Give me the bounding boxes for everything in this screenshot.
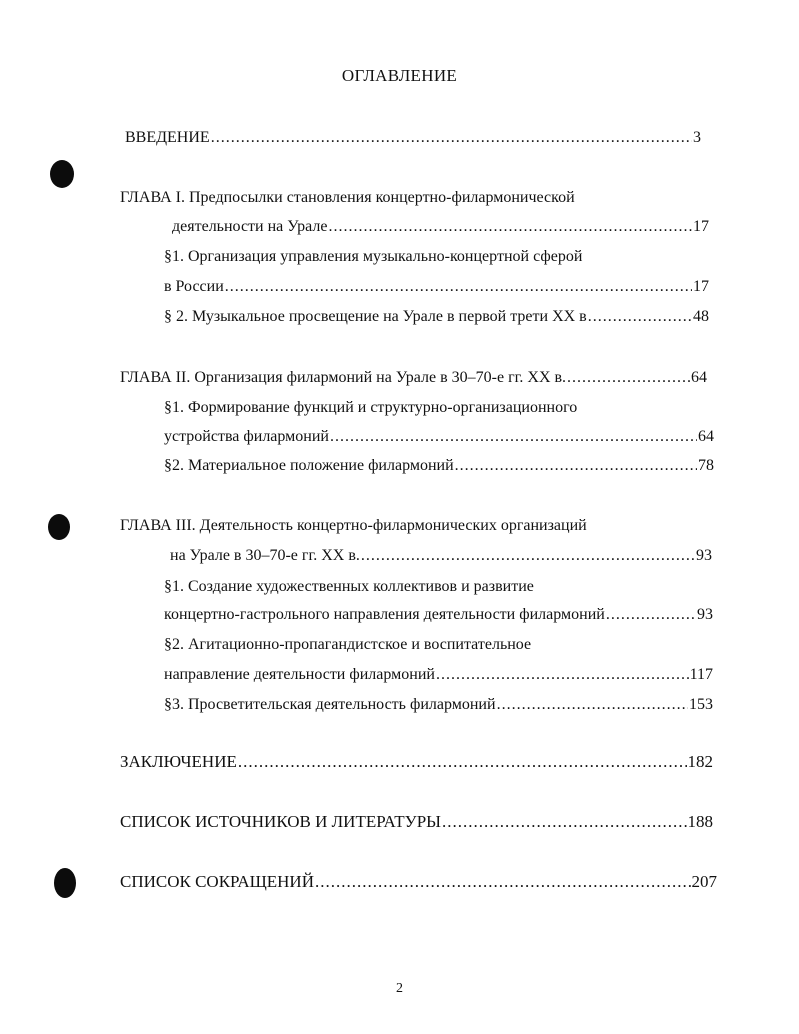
toc-label: на Урале в 30–70-е гг. XX в. xyxy=(170,547,360,564)
toc-entry-chapter-3 xyxy=(170,546,712,566)
toc-page: 64 xyxy=(698,428,714,445)
toc-page: 64 xyxy=(691,369,707,386)
toc-leader xyxy=(588,307,692,327)
toc-page: 117 xyxy=(689,666,713,683)
page-title: ОГЛАВЛЕНИЕ xyxy=(341,66,458,85)
toc-page: 182 xyxy=(687,752,713,771)
toc-entry-intro xyxy=(125,128,701,148)
toc-entry-abbreviations xyxy=(120,872,717,892)
punch-hole-mark xyxy=(48,514,70,540)
toc-page: 153 xyxy=(689,696,713,713)
toc-page: 207 xyxy=(691,872,717,891)
punch-hole-mark xyxy=(50,160,74,188)
page-number: 2 xyxy=(396,981,403,996)
toc-leader xyxy=(497,695,688,715)
toc-label: деятельности на Урале xyxy=(172,218,328,235)
toc-chapter-1-line1: ГЛАВА I. Предпосылки становления концертно-филармонической xyxy=(120,189,575,206)
toc-leader xyxy=(238,752,687,772)
toc-leader xyxy=(361,546,695,566)
toc-entry-chapter-2 xyxy=(120,368,707,388)
toc-label: концертно-гастрольного направления деятельности филармоний xyxy=(164,606,605,623)
toc-page: 93 xyxy=(697,606,713,623)
toc-label: § 2. Музыкальное просвещение на Урале в первой трети XX в xyxy=(164,308,587,325)
toc-entry-conclusion xyxy=(120,752,713,772)
toc-label: СПИСОК ИСТОЧНИКОВ И ЛИТЕРАТУРЫ xyxy=(120,812,441,831)
toc-leader xyxy=(436,665,689,685)
toc-label: ВВЕДЕНИЕ xyxy=(125,129,210,146)
toc-entry-section-1-2 xyxy=(164,307,709,327)
toc-entry-section-1-1 xyxy=(164,277,709,297)
toc-section-3-2-line1: §2. Агитационно-пропагандистское и воспитательное xyxy=(164,636,532,653)
toc-page: 17 xyxy=(693,218,709,235)
toc-entry-sources xyxy=(120,812,713,832)
toc-page: 3 xyxy=(693,129,701,146)
toc-label: ГЛАВА II. Организация филармоний на Урале в 30–70-е гг. XX в. xyxy=(120,369,567,386)
toc-entry-section-3-1 xyxy=(164,605,713,625)
toc-entry-section-2-1 xyxy=(164,427,714,447)
toc-entry-section-3-3 xyxy=(164,695,713,715)
toc-leader xyxy=(225,277,692,297)
toc-leader xyxy=(330,427,697,447)
toc-label: устройства филармоний xyxy=(164,428,329,445)
toc-label: направление деятельности филармоний xyxy=(164,666,435,683)
toc-label: в России xyxy=(164,278,224,295)
toc-label: §2. Материальное положение филармоний xyxy=(164,457,454,474)
toc-section-2-1-line1: §1. Формирование функций и структурно-организационного xyxy=(164,399,578,416)
toc-page: 188 xyxy=(687,812,713,831)
toc-section-1-1-line1: §1. Организация управления музыкально-концертной сферой xyxy=(164,248,583,265)
toc-page: 78 xyxy=(698,457,714,474)
toc-page: 17 xyxy=(693,278,709,295)
toc-page: 93 xyxy=(696,547,712,564)
toc-leader xyxy=(455,456,697,476)
punch-hole-mark xyxy=(54,868,76,898)
toc-leader xyxy=(315,872,691,892)
toc-leader xyxy=(567,368,690,388)
toc-entry-section-3-2 xyxy=(164,665,713,685)
toc-section-3-1-line1: §1. Создание художественных коллективов и развитие xyxy=(164,578,534,595)
toc-entry-section-2-2 xyxy=(164,456,714,476)
toc-leader xyxy=(329,217,692,237)
toc-label: §3. Просветительская деятельность филармоний xyxy=(164,696,496,713)
toc-chapter-3-line1: ГЛАВА III. Деятельность концертно-филармонических организаций xyxy=(120,517,587,534)
toc-leader xyxy=(442,812,687,832)
toc-leader xyxy=(211,128,692,148)
toc-label: ЗАКЛЮЧЕНИЕ xyxy=(120,752,237,771)
toc-page: 48 xyxy=(693,308,709,325)
toc-label: СПИСОК СОКРАЩЕНИЙ xyxy=(120,872,314,891)
toc-entry-chapter-1 xyxy=(172,217,709,237)
toc-leader xyxy=(606,605,696,625)
